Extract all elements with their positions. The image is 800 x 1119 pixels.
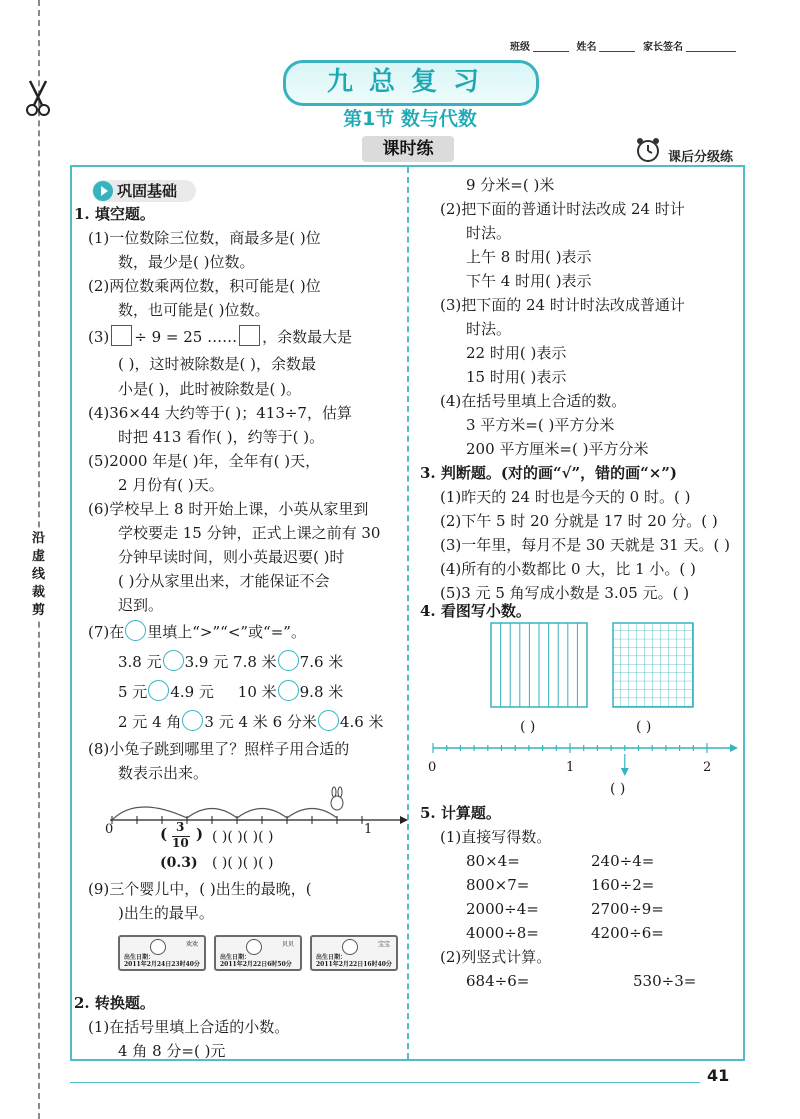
r3-line3: 22 时用( )表示 — [466, 344, 567, 362]
play-icon — [93, 181, 113, 201]
q1-4-line1: (4)36×44 大约等于( )；413÷7，估算 — [88, 404, 352, 422]
q5-2: (2)列竖式计算。 — [440, 948, 552, 966]
judge-item[interactable]: (2)下午 5 时 20 分就是 17 时 20 分。( ) — [440, 512, 718, 530]
r2-line4: 下午 4 时用( )表示 — [466, 272, 592, 290]
calc-item[interactable]: 4000÷8= — [466, 924, 539, 942]
q1-9-line1: (9)三个婴儿中，( )出生的最晚，( — [88, 880, 312, 898]
q1-9-line2: )出生的最早。 — [118, 904, 214, 922]
fraction-blanks[interactable]: ( )( )( )( ) — [212, 829, 274, 845]
compare-circle[interactable] — [182, 710, 203, 731]
nl-one: 1 — [364, 822, 373, 837]
footer-rule — [70, 1082, 700, 1083]
name-field[interactable] — [599, 51, 635, 52]
r2-line1: (2)把下面的普通计时法改成 24 时计 — [440, 200, 685, 218]
baby-card-1 — [118, 935, 206, 971]
calc-item[interactable]: 4200÷6= — [591, 924, 664, 942]
compare-row-1 — [118, 650, 343, 675]
compare-right: 4.6 米 — [339, 713, 384, 731]
tenths-grid — [490, 622, 588, 708]
compare-circle[interactable] — [278, 680, 299, 701]
compare-row-2 — [118, 680, 343, 705]
baby-name: 宝宝 — [377, 941, 390, 948]
calc-item[interactable]: 160÷2= — [591, 876, 655, 894]
q1-6-line4: ( )分从家里出来，才能保证不会 — [118, 572, 330, 590]
q1-3-line3: 小是( )，此时被除数是( )。 — [118, 380, 301, 398]
compare-right: 3 元 — [204, 713, 234, 731]
q1-1-line2: 数，最少是( )位数。 — [118, 253, 255, 271]
nl2-label-0: 0 — [428, 760, 437, 775]
r4-line3: 200 平方厘米=( )平方分米 — [466, 440, 649, 458]
section-badge — [92, 180, 196, 202]
r1: 9 分米=( )米 — [466, 176, 555, 194]
baby-face-icon — [342, 939, 358, 955]
compare-circle[interactable] — [318, 710, 339, 731]
r3-line1: (3)把下面的 24 时计时法改成普通计 — [440, 296, 685, 314]
vertical-calc-item[interactable]: 530÷3= — [633, 972, 697, 990]
q2-1-a: 4 角 8 分=( )元 — [118, 1042, 226, 1060]
judge-item[interactable]: (1)昨天的 24 时也是今天的 0 时。( ) — [440, 488, 691, 506]
baby-card-3 — [310, 935, 398, 971]
nl2-ticks — [433, 743, 707, 753]
q1-6-line3: 分钟早读时间，则小英最迟要( )时 — [118, 548, 345, 566]
calc-item[interactable]: 2000÷4= — [466, 900, 539, 918]
q1-3-prefix: (3) — [88, 328, 110, 346]
baby-birth: 出生日期： 2011年2月22日16时40分 — [316, 954, 392, 968]
compare-right: 4.9 元 — [170, 683, 214, 701]
r2-line2: 时法。 — [466, 224, 512, 242]
baby-name: 欢欢 — [185, 941, 198, 948]
compare-left: 3.8 元 — [118, 653, 162, 671]
q1-3-suffix: ，余数最大是 — [262, 328, 353, 346]
calc-item[interactable]: 240÷4= — [591, 852, 655, 870]
decimal-example: (0.3) — [160, 855, 198, 871]
chapter-title: 九总复习 — [283, 60, 539, 106]
r4-line2: 3 平方米=( )平方分米 — [466, 416, 615, 434]
student-info-fields — [510, 38, 740, 53]
q1-7-instruction — [88, 620, 306, 645]
q1-3-line1 — [88, 325, 352, 350]
section-badge-label: 巩固基础 — [117, 182, 178, 200]
r2-line3: 上午 8 时用( )表示 — [466, 248, 592, 266]
q1-5-line1: (5)2000 年是( )年，全年有( )天， — [88, 452, 321, 470]
compare-circle[interactable] — [163, 650, 184, 671]
q1-title: 1. 填空题。 — [74, 205, 155, 223]
q3-title: 3. 判断题。(对的画“√”，错的画“×”) — [420, 464, 678, 482]
compare-left: 7.8 米 — [233, 653, 277, 671]
judge-item[interactable]: (3)一年里，每月不是 30 天就是 31 天。( ) — [440, 536, 730, 554]
r3-line2: 时法。 — [466, 320, 512, 338]
q1-4-line2: 时把 413 看作( )，约等于( )。 — [118, 428, 325, 446]
page-number: 41 — [707, 1066, 730, 1085]
nl2-label-2: 2 — [703, 760, 712, 775]
fraction-denominator: 10 — [172, 836, 189, 850]
compare-circle[interactable] — [278, 650, 299, 671]
q1-6-line1: (6)学校早上 8 时开始上课，小英从家里到 — [88, 500, 369, 518]
compare-left: 10 米 — [237, 683, 277, 701]
q2-1: (1)在括号里填上合适的小数。 — [88, 1018, 290, 1036]
rabbit-icon — [331, 787, 343, 810]
compare-left: 2 元 4 角 — [118, 713, 182, 731]
compare-row-3 — [118, 710, 384, 735]
baby-birth: 出生日期： 2011年2月22日6时50分 — [220, 954, 292, 968]
judge-item[interactable]: (4)所有的小数都比 0 大，比 1 小。( ) — [440, 560, 696, 578]
grade-label: 课后分级练 — [668, 150, 734, 165]
section-title: 第1节 数与代数 — [343, 108, 477, 130]
vertical-calc-item[interactable]: 684÷6= — [466, 972, 530, 990]
name-label: 姓名 — [576, 42, 597, 53]
q1-3-line2: ( )，这时被除数是( )，余数最 — [118, 355, 316, 373]
q1-8-line2: 数表示出来。 — [118, 764, 209, 782]
nl2-label-1: 1 — [566, 760, 575, 775]
q4-title: 4. 看图写小数。 — [420, 602, 531, 620]
dividend-box[interactable] — [111, 325, 132, 346]
nl-zero: 0 — [105, 822, 114, 837]
q5-title: 5. 计算题。 — [420, 804, 501, 822]
compare-left: 5 元 — [118, 683, 148, 701]
decimal-blanks[interactable]: ( )( )( )( ) — [212, 855, 274, 871]
column-divider — [407, 167, 409, 1059]
q1-6-line5: 迟到。 — [118, 596, 164, 614]
compare-right: 7.6 米 — [299, 653, 344, 671]
baby-birth: 出生日期： 2011年2月24日23时40分 — [124, 954, 200, 968]
q1-5-line2: 2 月份有( )天。 — [118, 476, 224, 494]
q1-7-suffix: 里填上“>”“<”或“=”。 — [147, 623, 306, 641]
parent-signature-field[interactable] — [686, 51, 736, 52]
q1-2-line2: 数，也可能是( )位数。 — [118, 301, 270, 319]
calc-item[interactable]: 80×4= — [466, 852, 520, 870]
q5-1: (1)直接写得数。 — [440, 828, 552, 846]
q1-6-line2: 学校要走 15 分钟，正式上课之前有 30 — [118, 524, 381, 542]
remainder-box[interactable] — [239, 325, 260, 346]
grid-blank-2[interactable]: ( ) — [636, 719, 652, 735]
judge-item[interactable]: (5)3 元 5 角写成小数是 3.05 元。( ) — [440, 584, 690, 602]
grid-blank-1[interactable]: ( ) — [520, 719, 536, 735]
baby-face-icon — [246, 939, 262, 955]
nl2-blank[interactable]: ( ) — [610, 781, 626, 797]
baby-name: 贝贝 — [281, 941, 294, 948]
decimal-number-line — [425, 738, 740, 778]
compare-left: 4 米 6 分米 — [238, 713, 317, 731]
circle-icon — [125, 620, 146, 641]
baby-card-2 — [214, 935, 302, 971]
q1-1-line1: (1)一位数除三位数，商最多是( )位 — [88, 229, 321, 247]
q2-title: 2. 转换题。 — [74, 994, 155, 1012]
calc-item[interactable]: 800×7= — [466, 876, 530, 894]
parent-label: 家长签名 — [642, 42, 683, 53]
hundredths-grid — [612, 622, 694, 708]
jump-arc-1 — [112, 807, 187, 820]
arrow-head — [400, 816, 408, 824]
fraction-example: ( 3 10 ) — [160, 820, 204, 850]
q1-3-middle: ÷ 9 = 25 …… — [134, 328, 238, 346]
compare-right: 3.9 元 — [184, 653, 229, 671]
compare-right: 9.8 米 — [299, 683, 344, 701]
q1-2-line1: (2)两位数乘两位数，积可能是( )位 — [88, 277, 321, 295]
lesson-label: 课时练 — [362, 136, 454, 162]
compare-circle[interactable] — [148, 680, 169, 701]
r3-line4: 15 时用( )表示 — [466, 368, 567, 386]
cut-instruction: 沿虚线裁剪 — [32, 530, 50, 620]
class-field[interactable] — [533, 51, 569, 52]
scissors-icon — [22, 78, 54, 118]
class-label: 班级 — [510, 42, 530, 53]
calc-item[interactable]: 2700÷9= — [591, 900, 664, 918]
baby-face-icon — [150, 939, 166, 955]
alarm-clock-icon — [634, 136, 662, 164]
r4-line1: (4)在括号里填上合适的数。 — [440, 392, 627, 410]
fraction-numerator: 3 — [176, 820, 185, 834]
q1-7-prefix: (7)在 — [88, 623, 125, 641]
q1-8-line1: (8)小兔子跳到哪里了？照样子用合适的 — [88, 740, 350, 758]
